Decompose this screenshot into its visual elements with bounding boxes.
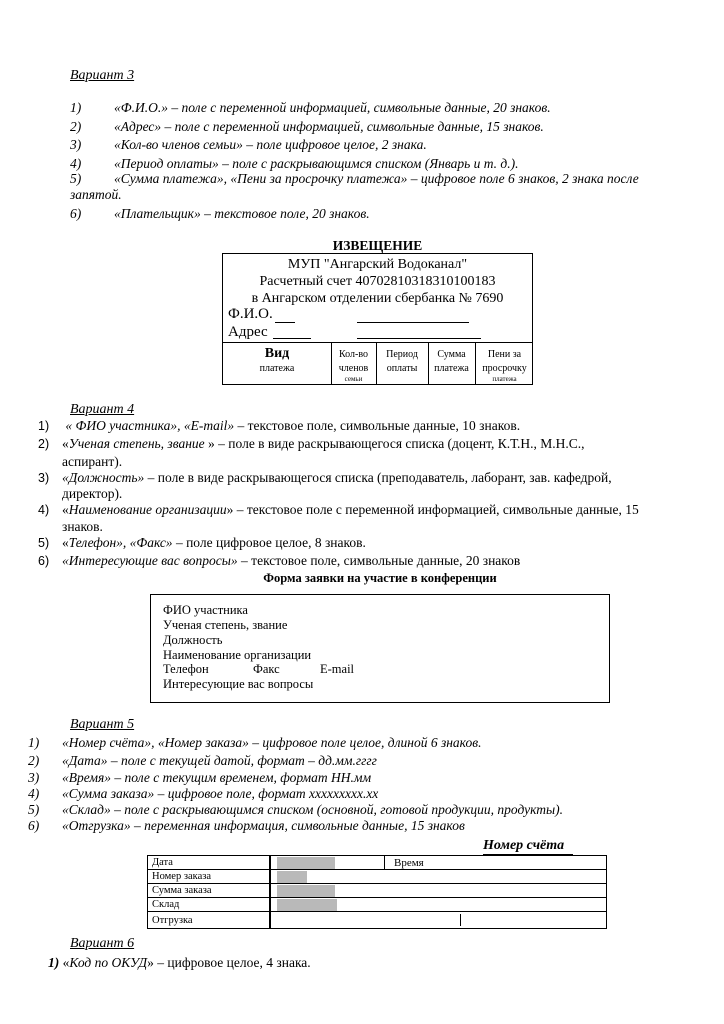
notice-fio-field bbox=[357, 309, 469, 323]
variant4-item-2: 2) «Ученая степень, звание » – поле в виде раскрывающегося списка (доцент, К.Т.Н., М.Н.С., bbox=[38, 436, 585, 451]
conference-field-fio: ФИО участника bbox=[163, 603, 248, 617]
notice-col-sum: Сумма платежа bbox=[434, 349, 469, 374]
variant6-heading: Вариант 6 bbox=[70, 936, 135, 951]
variant5-heading: Вариант 5 bbox=[70, 717, 135, 732]
invoice-row-date: Дата bbox=[148, 856, 606, 870]
conference-field-degree: Ученая степень, звание bbox=[163, 618, 288, 632]
invoice-title: Номер счёта bbox=[483, 838, 565, 853]
notice-address-underline bbox=[273, 326, 311, 339]
invoice-order-sum-input[interactable] bbox=[277, 885, 335, 897]
notice-form bbox=[222, 253, 533, 385]
variant4-item-2-cont: аспирант). bbox=[62, 454, 123, 469]
notice-bank: в Ангарском отделении сбербанка № 7690 bbox=[251, 291, 504, 306]
variant6-item-1: 1) «Код по ОКУД» – цифровое целое, 4 знака. bbox=[48, 955, 311, 970]
variant4-heading: Вариант 4 bbox=[70, 402, 135, 417]
notice-fio-label: Ф.И.О. bbox=[228, 306, 273, 322]
invoice-row-order-sum: Сумма заказа bbox=[148, 884, 606, 898]
invoice-form bbox=[147, 855, 607, 929]
invoice-date-divider bbox=[384, 856, 385, 870]
invoice-shipment-divider bbox=[460, 914, 461, 926]
conference-field-phone: Телефон bbox=[163, 662, 209, 676]
notice-address-label: Адрес bbox=[228, 324, 268, 340]
conference-form-title: Форма заявки на участие в конференции bbox=[263, 571, 497, 585]
notice-address-field bbox=[357, 326, 481, 339]
invoice-time-label: Время bbox=[394, 857, 424, 869]
variant5-item-3: 3) «Время» – поле с текущим временем, формат НН.мм bbox=[28, 770, 372, 785]
variant5-item-2: 2) «Дата» – поле с текущей датой, формат – дд.мм.гггг bbox=[28, 753, 377, 768]
notice-account: Расчетный счет 40702810318310100183 bbox=[259, 274, 496, 289]
conference-field-questions: Интересующие вас вопросы bbox=[163, 677, 314, 691]
variant5-item-4: 4) «Сумма заказа» – цифровое поле, формат xxxxxxxxx.xx bbox=[28, 786, 379, 801]
variant5-item-5: 5) «Склад» – поле с раскрывающимся списком (основной, готовой продукции, продукты). bbox=[28, 802, 563, 817]
conference-field-fax: Факс bbox=[253, 662, 280, 676]
notice-org: МУП "Ангарский Водоканал" bbox=[287, 257, 468, 272]
variant3-item-5: 5) «Сумма платежа», «Пени за просрочку платежа» – цифровое поле 6 знаков, 2 знака после bbox=[70, 171, 639, 186]
invoice-label-divider bbox=[269, 856, 271, 928]
invoice-date-input[interactable] bbox=[277, 857, 335, 869]
variant4-item-1: 1) « ФИО участника», «E-mail» – текстовое поле, символьные данные, 10 знаков. bbox=[38, 418, 521, 433]
variant3-item-6: 6) «Плательщик» – текстовое поле, 20 знаков. bbox=[70, 206, 370, 221]
variant3-heading: Вариант 3 bbox=[70, 68, 135, 83]
variant4-item-3-cont: директор). bbox=[62, 486, 123, 501]
conference-form bbox=[150, 594, 610, 703]
variant3-item-4: 4) «Период оплаты» – поле с раскрывающимся списком (Январь и т. д.). bbox=[70, 156, 519, 171]
variant5-item-6: 6) «Отгрузка» – переменная информация, символьные данные, 15 знаков bbox=[28, 818, 465, 833]
variant4-item-6: 6) «Интересующие вас вопросы» – текстовое поле, символьные данные, 20 знаков bbox=[38, 553, 521, 568]
notice-title: ИЗВЕЩЕНИЕ bbox=[332, 238, 423, 253]
invoice-row-shipment: Отгрузка bbox=[152, 915, 193, 926]
notice-col-type: Вид платежа bbox=[259, 346, 295, 374]
variant4-item-4-cont: знаков. bbox=[62, 519, 103, 534]
variant3-item-1: 1) «Ф.И.О.» – поле с переменной информацией, символьные данные, 20 знаков. bbox=[70, 100, 551, 115]
notice-fio-underline bbox=[275, 309, 295, 323]
conference-field-email: E-mail bbox=[320, 662, 355, 676]
variant3-item-5-cont: запятой. bbox=[70, 187, 122, 202]
notice-col-fine: Пени за просрочку платежа bbox=[482, 349, 527, 383]
notice-col-period: Период оплаты bbox=[386, 349, 418, 374]
notice-col-members: Кол-во членов семьи bbox=[338, 349, 369, 383]
invoice-row-warehouse: Склад bbox=[148, 898, 606, 912]
variant4-item-4: 4) «Наименование организации» – текстовое поле с переменной информацией, символьные данные, 15 bbox=[38, 502, 639, 517]
variant4-item-5: 5) «Телефон», «Факс» – поле цифровое целое, 8 знаков. bbox=[38, 535, 366, 550]
conference-field-position: Должность bbox=[163, 633, 223, 647]
notice-divider bbox=[223, 342, 532, 343]
invoice-order-no-input[interactable] bbox=[277, 871, 307, 883]
variant3-item-3: 3) «Кол-во членов семьи» – поле цифровое целое, 2 знака. bbox=[70, 137, 427, 152]
variant4-item-3: 3) «Должность» – поле в виде раскрывающегося списка (преподаватель, лаборант, зав. кафедрой, bbox=[38, 470, 612, 485]
invoice-warehouse-select[interactable] bbox=[277, 899, 337, 911]
conference-field-organization: Наименование организации bbox=[163, 648, 312, 662]
variant3-item-2: 2) «Адрес» – поле с переменной информацией, символьные данные, 15 знаков. bbox=[70, 119, 544, 134]
variant5-item-1: 1) «Номер счёта», «Номер заказа» – цифровое поле целое, длиной 6 знаков. bbox=[28, 735, 482, 750]
invoice-row-order-no: Номер заказа bbox=[148, 870, 606, 884]
